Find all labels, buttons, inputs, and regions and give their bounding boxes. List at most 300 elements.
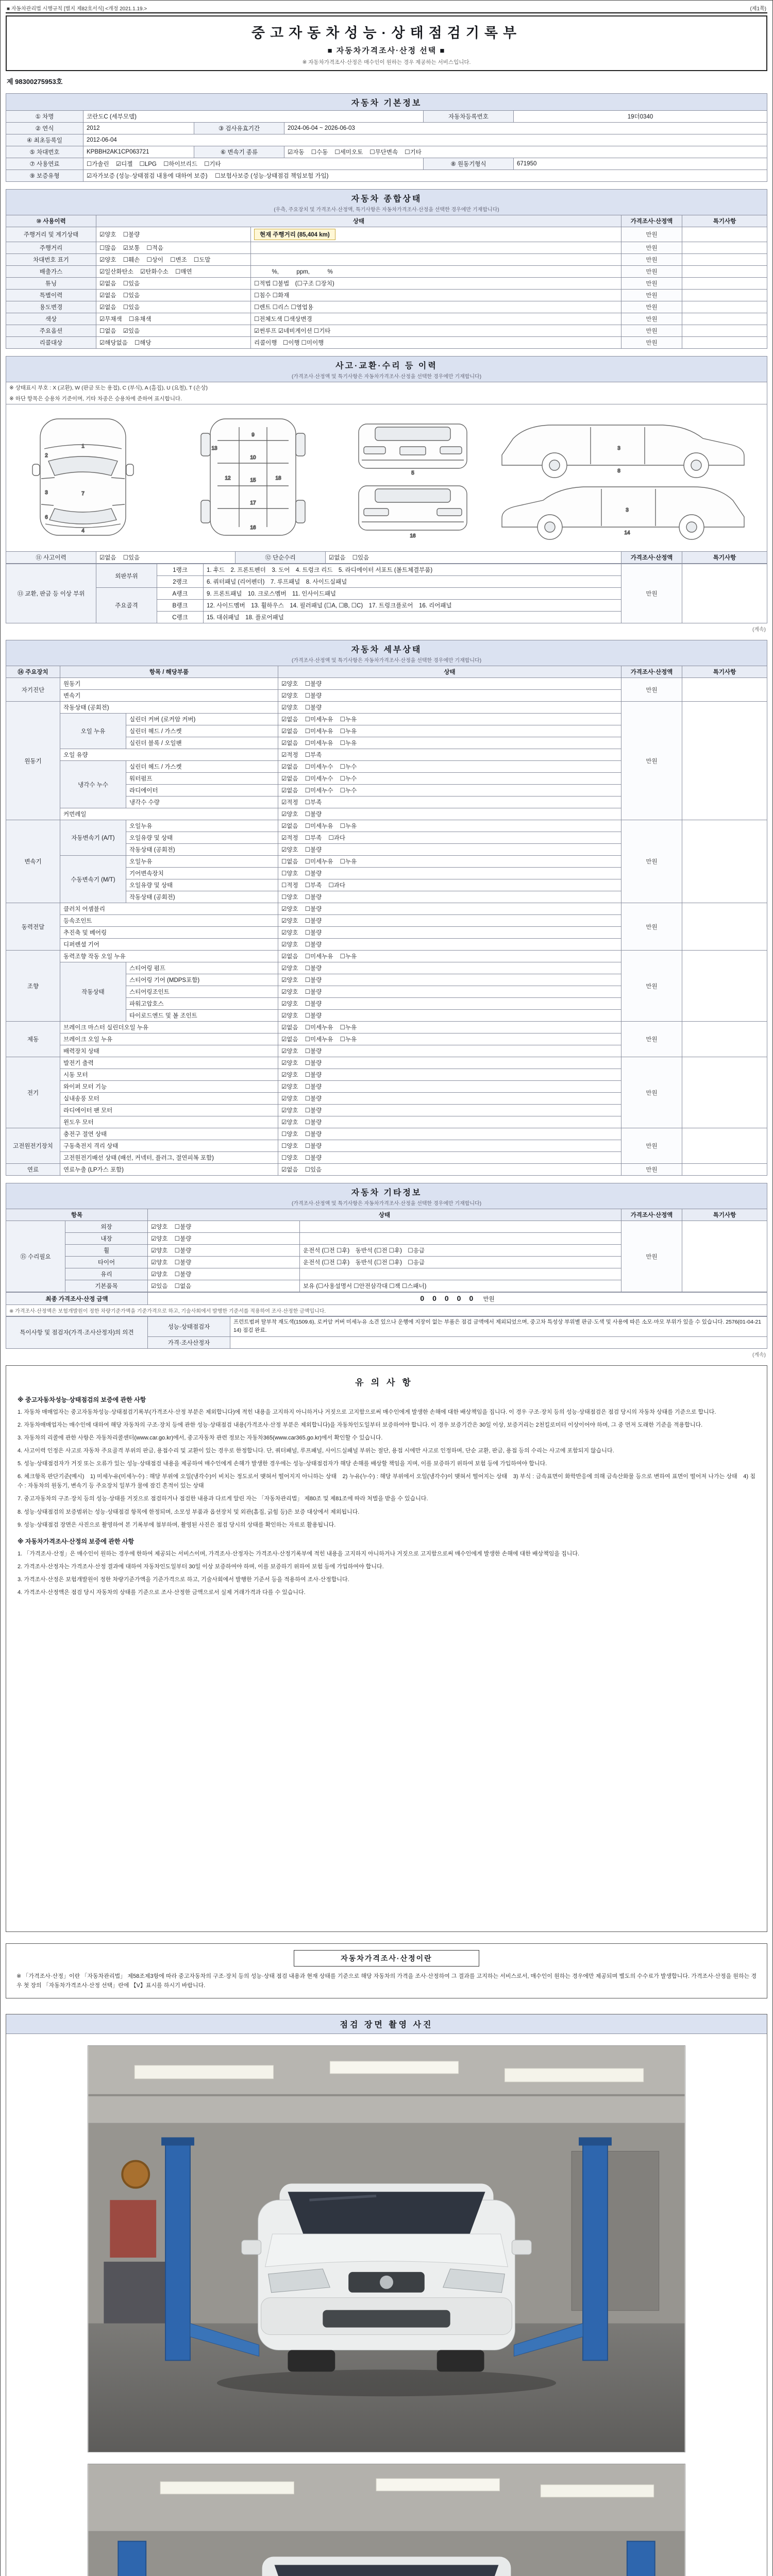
overall-row-status: ☑일산화탄소 ☑탄화수소 ☐매연	[96, 266, 251, 278]
detail-row	[6, 1022, 767, 1033]
overall-row-status: ☑양호 ☐훼손 ☐상이 ☐변조 ☐도말	[96, 254, 251, 266]
etc-item-label: 내장	[65, 1233, 148, 1245]
car-front-rear-diagram	[359, 424, 467, 539]
overall-row-note	[682, 290, 767, 301]
exchange-price: 만원	[621, 564, 682, 623]
detail-item-status: ☑양호 ☐불량	[278, 1105, 621, 1116]
overall-row-price: 만원	[621, 266, 682, 278]
detail-item-label: 오일누유	[126, 820, 278, 832]
table-row	[6, 158, 767, 170]
detail-item-status: ☑양호 ☐불량	[278, 1010, 621, 1022]
car-underbody-diagram	[201, 419, 305, 535]
svg-text:8: 8	[617, 468, 620, 474]
notice-performance-items	[18, 1408, 755, 1530]
rank-label: 2랭크	[157, 576, 204, 588]
detail-item-label: 브레이크 마스터 실린더오일 누유	[60, 1022, 278, 1033]
document-number: 제 98300275953호	[7, 78, 63, 86]
detail-item-label: 작동상태 (공회전)	[126, 891, 278, 903]
detail-item-status: ☑양호 ☐불량	[278, 1081, 621, 1093]
svg-text:4: 4	[81, 528, 85, 534]
detail-item-label: 기어변속장치	[126, 868, 278, 879]
detail-item-status: ☑없음 ☐미세누유 ☐누유	[278, 737, 621, 749]
svg-text:3: 3	[626, 507, 629, 513]
etc-item-status: ☑양호 ☐불량	[148, 1221, 300, 1233]
section-history-subtitle: (가격조사·산정액 및 특기사항은 자동차가격조사·산정을 선택한 경우에만 기재합니다)	[291, 374, 482, 380]
document-note: ※ 자동차가격조사·산정은 매수인이 원하는 경우 제공하는 서비스입니다.	[302, 59, 471, 65]
notice-item: 4. 사고이력 인정은 사고로 자동차 주요골격 부위의 판금, 용접수리 및 교환이 있는 경우로 한정합니다. 단, 쿼터패널, 루프패널, 사이드실패널 부위는 절단, 용접 시에만 사고로 인정하며, 단순 교환, 판금, 용접 등의 수리는 사고에 포함되지 않습니다.	[18, 1447, 614, 1454]
device-column-header: ⑭ 주요장치	[6, 666, 60, 678]
detail-group-note	[682, 903, 767, 951]
transmission-value: ☑자동 ☐수동 ☐세미오토 ☐무단변속 ☐기타	[284, 146, 767, 158]
inspection-period-label: ③ 검사유효기간	[194, 123, 284, 134]
table-row	[6, 123, 767, 134]
device-group-label: 연료	[6, 1164, 60, 1176]
price-appraiser-opinion	[230, 1336, 767, 1348]
detail-item-status: ☐적정 ☐부족 ☐과다	[278, 879, 621, 891]
svg-text:6: 6	[45, 515, 48, 520]
etc-item-label: 타이어	[65, 1257, 148, 1268]
etc-item-status: ☑양호 ☐불량	[148, 1233, 300, 1245]
exchange-panel-table	[6, 564, 767, 623]
overall-row-price: 만원	[621, 254, 682, 266]
continue-note: (계속)	[752, 1352, 766, 1358]
overall-row-label: 주행거리	[6, 242, 96, 254]
state-column-header: 상태	[96, 215, 621, 227]
detail-item-status: ☑양호 ☐불량	[278, 915, 621, 927]
warranty-type-label: ⑨ 보증유형	[6, 170, 83, 182]
exchange-section-label: ⑬ 교환, 판금 등 이상 부위	[6, 564, 96, 623]
etc-item-status: ☑있음 ☐없음	[148, 1280, 300, 1292]
overall-row-note	[682, 242, 767, 254]
car-side-view-diagrams	[502, 425, 744, 539]
overall-row	[6, 254, 767, 266]
detail-item-status: ☑양호 ☐불량	[278, 927, 621, 939]
detailed-condition-table	[6, 666, 767, 1176]
detail-item-label: 발전기 출력	[60, 1057, 278, 1069]
detail-item-label: 작동상태 (공회전)	[126, 844, 278, 856]
overall-row-price: 만원	[621, 278, 682, 290]
inspection-period-value: 2024-06-04 ~ 2026-06-03	[284, 123, 767, 134]
section-detailed-condition	[6, 640, 767, 1176]
overall-row	[6, 313, 767, 325]
price-column-header: 가격조사·산정액	[621, 1209, 682, 1221]
etc-item-label: 유리	[65, 1268, 148, 1280]
detail-item-status: ☑없음 ☐미세누유 ☐누유	[278, 714, 621, 725]
overall-row-label: 용도변경	[6, 301, 96, 313]
rank-items: 9. 프론트패널 10. 크로스멤버 11. 인사이드패널	[204, 588, 621, 600]
svg-text:14: 14	[624, 530, 630, 536]
document-title: 중고자동차성능·상태점검기록부	[251, 25, 522, 41]
etc-item-status: ☑양호 ☐불량	[148, 1268, 300, 1280]
reg-number-label: 자동차등록번호	[424, 111, 514, 123]
notice-title: 유의사항	[355, 1377, 418, 1387]
overall-row-status: ☑없음 ☐있음	[96, 278, 251, 290]
panel-group-label: 주요골격	[96, 588, 157, 623]
overall-row-price: 만원	[621, 313, 682, 325]
notice-pricing-items	[18, 1549, 755, 1598]
notice-item: 1. 「가격조사·산정」은 매수인이 원하는 경우에 한하여 제공되는 서비스이며, 가격조사·산정자는 가격조사·산정기록부에 적힌 내용을 고지하지 아니하거나 거짓으로 고지함으로써 매수인에게 발생한 손해에 대한 배상책임을 집니다.	[18, 1550, 580, 1557]
detail-item-label: 라디에이터	[126, 785, 278, 796]
section-etc-header	[6, 1183, 767, 1209]
detail-item-status: ☑양호 ☐불량	[278, 1093, 621, 1105]
item-column-header: 항목	[6, 1209, 148, 1221]
overall-row-note	[682, 227, 767, 242]
detail-row	[6, 820, 767, 832]
overall-row-price: 만원	[621, 290, 682, 301]
notice-subheading-pricing: ※ 자동차가격조사·산정의 보증에 관한 사항	[18, 1537, 135, 1545]
model-year-label: ② 연식	[6, 123, 83, 134]
diagram-basis-legend: ※ 하단 항목은 승용차 기준이며, 기타 차종은 승용차에 준하여 표시합니다.	[6, 393, 767, 404]
device-subgroup-label: 수동변속기 (M/T)	[60, 856, 126, 903]
overall-row-detail: ☑썬루프 ☑네비게이션 ☐기타	[251, 325, 621, 337]
state-column-header: 상태	[278, 666, 621, 678]
rank-label: A랭크	[157, 588, 204, 600]
etc-item-status: ☑양호 ☐불량	[148, 1257, 300, 1268]
detail-group-note	[682, 1128, 767, 1164]
notice-item: 1. 자동차 매매업자는 중고자동차성능·상태점검기록부(가격조사·산정 부분은 제외합니다)에 적힌 내용을 고지하지 아니하거나 거짓으로 고지함으로써 매수인에게 발생한 손해에 대한 배상책임을 집니다. 이 경우 구조·장치 등의 성능·상태점검은 점검 당시의 자동차 상태를 기준으로 합니다.	[18, 1409, 716, 1415]
svg-text:3: 3	[45, 490, 48, 496]
fuel-value: ☐가솔린 ☑디젤 ☐LPG ☐하이브리드 ☐기타	[83, 158, 424, 170]
section-basic-info	[6, 93, 767, 182]
svg-text:1: 1	[81, 444, 85, 449]
price-column-header: 가격조사·산정액	[621, 215, 682, 227]
etc-item-label: 기본품목	[65, 1280, 148, 1292]
overall-row-label: 리콜대상	[6, 337, 96, 349]
detail-item-label: 커먼레일	[60, 808, 278, 820]
detail-item-status: ☐양호 ☐불량	[278, 1140, 621, 1152]
device-group-label: 조향	[6, 951, 60, 1022]
table-header-row	[6, 666, 767, 678]
vin-value: KPBBH2AK1CP063721	[83, 146, 194, 158]
accident-history-value: ☑없음 ☐있음	[96, 552, 236, 564]
detail-item-label: 추진축 및 베어링	[60, 927, 278, 939]
pricing-explanation-text: ※ 「가격조사·산정」이란 「자동차관리법」 제58조제3항에 따라 중고자동차의 구조·장치 등의 성능·상태 점검 내용과 현재 상태를 기준으로 해당 자동차의 가격을 조사·산정하여 그 결과를 고지하는 서비스로서, 매수인이 원하는 경우에만 제공되며 별도의 수수료가 발생합니다. 가격조사·산정을 원하는 경우 첫 장의 「자동차가격조사·산정 선택」란에 【V】표시를 하시기 바랍니다.	[16, 1973, 757, 1989]
section-etc-title: 자동차 기타정보	[351, 1189, 422, 1197]
overall-row-status: ☑없음 ☐있음	[96, 301, 251, 313]
svg-text:9: 9	[251, 432, 255, 438]
device-subgroup-label: 오일 누유	[60, 714, 126, 749]
overall-condition-table	[6, 215, 767, 349]
etc-group-price: 만원	[621, 1221, 682, 1292]
detail-item-label: 원동기	[60, 678, 278, 690]
overall-row	[6, 301, 767, 313]
detail-item-label: 실내송풍 모터	[60, 1093, 278, 1105]
notice-subheading-performance: ※ 중고자동차성능·상태점검의 보증에 관한 사항	[18, 1396, 146, 1403]
detail-row	[6, 702, 767, 714]
detail-item-label: 동력조향 작동 오일 누유	[60, 951, 278, 962]
price-column-header: 가격조사·산정액	[621, 552, 682, 564]
detail-group-price: 만원	[621, 820, 682, 903]
table-header-row	[6, 215, 767, 227]
etc-item-extra: 운전석 (☐전 ☐후) 동반석 (☐전 ☐후) ☐응급	[300, 1257, 621, 1268]
detail-item-label: 오일유량 및 상태	[126, 832, 278, 844]
detail-item-label: 타이로드엔드 및 볼 조인트	[126, 1010, 278, 1022]
svg-text:16: 16	[410, 533, 416, 539]
detail-item-status: ☑양호 ☐불량	[278, 998, 621, 1010]
device-subgroup-label: 냉각수 누수	[60, 761, 126, 808]
detail-item-status: ☑양호 ☐불량	[278, 939, 621, 951]
section-etc-subtitle: (가격조사·산정액 및 특기사항은 자동차가격조사·산정을 선택한 경우에만 기재합니다)	[291, 1201, 482, 1207]
detail-group-note	[682, 678, 767, 702]
detail-item-label: 라디에이터 팬 모터	[60, 1105, 278, 1116]
etc-item-extra	[300, 1221, 621, 1233]
section-detail-subtitle: (가격조사·산정액 및 특기사항은 자동차가격조사·산정을 선택한 경우에만 기재합니다)	[291, 658, 482, 664]
etc-item-extra: 운전석 (☐전 ☐후) 동반석 (☐전 ☐후) ☐응급	[300, 1245, 621, 1257]
detail-group-price: 만원	[621, 1128, 682, 1164]
overall-row	[6, 337, 767, 349]
detail-item-status: ☑양호 ☐불량	[278, 903, 621, 915]
notice-item: 8. 성능·상태점검의 보증범위는 성능·상태점검 항목에 한정되며, 소모성 부품과 옵션장치 및 외관(흠집, 긁힘 등)은 보증 대상에서 제외됩니다.	[18, 1509, 360, 1515]
device-subgroup-label: 자동변속기 (A/T)	[60, 820, 126, 856]
document-header	[6, 15, 767, 71]
overall-row-status: ☑없음 ☐있음	[96, 290, 251, 301]
first-registration-label: ④ 최초등록일	[6, 134, 83, 146]
overall-row-price: 만원	[621, 337, 682, 349]
section-overall-title: 자동차 종합상태	[351, 195, 422, 204]
detail-item-status: ☐양호 ☐불량	[278, 1152, 621, 1164]
section-overall-condition	[6, 189, 767, 349]
notice-item: 4. 가격조사·산정액은 점검 당시 자동차의 상태를 기준으로 조사·산정한 금액으로서 실제 거래가격과 다를 수 있습니다.	[18, 1589, 306, 1596]
detail-item-label: 브레이크 오일 누유	[60, 1033, 278, 1045]
device-group-label: 제동	[6, 1022, 60, 1057]
inspection-photo-rear	[88, 2464, 685, 2576]
section-history-title: 사고·교환·수리 등 이력	[335, 362, 438, 370]
svg-text:17: 17	[250, 500, 256, 506]
detail-item-label: 오일유량 및 상태	[126, 879, 278, 891]
detail-item-label: 와이퍼 모터 기능	[60, 1081, 278, 1093]
form-reference-line	[6, 4, 767, 13]
etc-item-extra	[300, 1268, 621, 1280]
detail-item-status: ☑양호 ☐불량	[278, 690, 621, 702]
section-overall-header	[6, 189, 767, 215]
accident-history-label: ⑪ 사고이력	[6, 552, 96, 564]
overall-row-note	[682, 325, 767, 337]
detail-group-price: 만원	[621, 678, 682, 702]
rank-items: 1. 후드 2. 프론트펜더 3. 도어 4. 트렁크 리드 5. 라디에이터 서포트 (볼트체결부품)	[204, 564, 621, 576]
overall-row	[6, 278, 767, 290]
table-row	[6, 552, 767, 564]
rank-items: 15. 대쉬패널 18. 플로어패널	[204, 612, 621, 623]
detail-item-status: ☑양호 ☐불량	[278, 844, 621, 856]
detail-item-status: ☑양호 ☐불량	[278, 702, 621, 714]
reg-number-value: 19더0340	[514, 111, 767, 123]
overall-row-price: 만원	[621, 301, 682, 313]
exchange-rank-row	[6, 564, 767, 576]
inspection-photo-front	[88, 2045, 685, 2452]
detail-item-status: ☐양호 ☐불량	[278, 868, 621, 879]
overall-row-status: ☐없음 ☑있음	[96, 325, 251, 337]
detail-item-status: ☑없음 ☐미세누수 ☐누수	[278, 785, 621, 796]
overall-row	[6, 325, 767, 337]
detail-row	[6, 951, 767, 962]
detail-item-status: ☑양호 ☐불량	[278, 1057, 621, 1069]
rank-items: 6. 쿼터패널 (리어펜더) 7. 루프패널 8. 사이드실패널	[204, 576, 621, 588]
device-group-label: 자기진단	[6, 678, 60, 702]
overall-row-detail	[251, 227, 621, 242]
final-price-unit: 만원	[483, 1296, 495, 1302]
engine-type-label: ⑧ 원동기형식	[424, 158, 514, 170]
car-diagram-svg	[8, 408, 763, 547]
document-subtitle: ■ 자동차가격조사·산정 선택 ■	[327, 46, 446, 55]
accident-summary-table	[6, 551, 767, 564]
detail-item-label: 클러치 어셈블리	[60, 903, 278, 915]
overall-row-detail: ☐렌트 ☐리스 ☐영업용	[251, 301, 621, 313]
detail-group-note	[682, 1022, 767, 1057]
detail-group-note	[682, 820, 767, 903]
panel-group-label: 외판부위	[96, 564, 157, 588]
notice-section	[6, 1365, 767, 1932]
detail-item-label: 충전구 절연 상태	[60, 1128, 278, 1140]
overall-row-price: 만원	[621, 242, 682, 254]
detail-item-status: ☑양호 ☐불량	[278, 974, 621, 986]
detail-item-label: 등속조인트	[60, 915, 278, 927]
overall-row-detail: ☐적법 ☐불법 (☐구조 ☐장치)	[251, 278, 621, 290]
overall-row-label: 튜닝	[6, 278, 96, 290]
detail-item-status: ☑없음 ☐미세누수 ☐누수	[278, 761, 621, 773]
overall-row-detail: ☐침수 ☐화재	[251, 290, 621, 301]
section-etc-info	[6, 1183, 767, 1358]
svg-text:18: 18	[275, 476, 281, 481]
detail-item-status: ☑양호 ☐불량	[278, 808, 621, 820]
svg-text:16: 16	[250, 525, 256, 531]
svg-text:2: 2	[45, 453, 48, 459]
inspection-photos-title: 점검 장면 촬영 사진	[6, 2014, 767, 2034]
table-row	[6, 146, 767, 158]
car-name-value: 코란도C (세부모델)	[83, 111, 424, 123]
continue-note: (계속)	[752, 627, 766, 633]
final-price-amount: 00000	[420, 1294, 482, 1302]
rank-label: C랭크	[157, 612, 204, 623]
detail-item-status: ☐양호 ☐불량	[278, 891, 621, 903]
table-row	[6, 1317, 767, 1337]
detail-item-label: 시동 모터	[60, 1069, 278, 1081]
car-name-label: ① 차명	[6, 111, 83, 123]
detail-item-label: 스티어링 펌프	[126, 962, 278, 974]
detail-item-status: ☑양호 ☐불량	[278, 678, 621, 690]
device-group-label: 전기	[6, 1057, 60, 1128]
section-basic-title: 자동차 기본정보	[351, 99, 422, 108]
overall-row-status: ☐많음 ☑보통 ☐적음	[96, 242, 251, 254]
repair-needed-group-label: ⑮ 수리필요	[6, 1221, 65, 1292]
device-subgroup-label: 작동상태	[60, 962, 126, 1022]
section-detail-title: 자동차 세부상태	[351, 646, 422, 654]
state-column-header: 상태	[148, 1209, 621, 1221]
detail-row	[6, 678, 767, 690]
device-group-label: 변속기	[6, 820, 60, 903]
table-row	[6, 134, 767, 146]
detail-item-status: ☐양호 ☐불량	[278, 1128, 621, 1140]
detail-item-status: ☑양호 ☐불량	[278, 1116, 621, 1128]
table-row	[6, 170, 767, 182]
detail-item-label: 디퍼렌셜 기어	[60, 939, 278, 951]
car-top-view-diagram	[32, 419, 133, 535]
overall-row-detail	[251, 242, 621, 254]
note-column-header: 특기사항	[682, 552, 767, 564]
detail-item-label: 변속기	[60, 690, 278, 702]
notice-item: 7. 중고자동차의 구조·장치 등의 성능·상태를 거짓으로 점검하거나 점검한 내용과 다르게 알린 자는 「자동차관리법」 제80조 및 제81조에 따라 처벌을 받을 수 있습니다.	[18, 1496, 428, 1502]
detail-item-status: ☑양호 ☐불량	[278, 1069, 621, 1081]
final-price-table	[6, 1292, 767, 1316]
overall-row-note	[682, 313, 767, 325]
table-row	[6, 111, 767, 123]
detail-item-status: ☑없음 ☐미세누유 ☐누유	[278, 725, 621, 737]
detail-item-status: ☐없음 ☐미세누유 ☐누유	[278, 856, 621, 868]
overall-row-note	[682, 254, 767, 266]
detail-item-label: 실린더 헤드 / 가스켓	[126, 761, 278, 773]
detail-item-label: 실린더 커버 (로커암 커버)	[126, 714, 278, 725]
overall-row-detail: 리콜이행 ☐이행 ☐미이행	[251, 337, 621, 349]
section-overall-subtitle: (우측, 주요장치 및 가격조사·산정액, 특기사항은 자동차가격조사·산정을 선택한 경우에만 기재합니다)	[274, 207, 499, 213]
notice-item: 2. 가격조사·산정자는 가격조사·산정 결과에 대하여 자동차인도일부터 30일 이상 보증하여야 하며, 이를 보증하기 위하여 보험 등에 가입하여야 합니다.	[18, 1564, 384, 1570]
etc-item-label: 외장	[65, 1221, 148, 1233]
overall-row-detail	[251, 254, 621, 266]
overall-row	[6, 227, 767, 242]
svg-text:15: 15	[250, 478, 256, 483]
detail-group-note	[682, 1057, 767, 1128]
overall-row-price: 만원	[621, 325, 682, 337]
svg-text:3: 3	[617, 446, 620, 451]
overall-row-status: ☑무채색 ☐유채색	[96, 313, 251, 325]
section-basic-header	[6, 93, 767, 110]
detail-item-status: ☑없음 ☐미세누유 ☐누유	[278, 1033, 621, 1045]
overall-row-label: 차대번호 표기	[6, 254, 96, 266]
item-column-header: 항목 / 해당부품	[60, 666, 278, 678]
detail-row	[6, 1128, 767, 1140]
final-price-label: 최종 가격조사·산정 금액	[6, 1293, 148, 1305]
overall-row-status: ☑양호 ☐불량	[96, 227, 251, 242]
notice-item: 6. 체크항목 판단기준(예시) 1) 미세누유(미세누수) : 해당 부위에 오일(냉각수)이 비치는 정도로서 맺혀서 떨어지지 아니하는 상태 2) 누유(누수) : 해당 부위에서 오일(냉각수)이 맺혀서 떨어지는 상태 3) 부식 : 금속표면이 화학반응에 의해 금속산화물 등으로 변하여 표면이 떨어져 나가는 상태 4) 침수 : 자동차의 원동기, 변속기 등 주요장치 일부가 물에 잠긴 흔적이 있는 상태	[18, 1473, 755, 1489]
overall-row-note	[682, 266, 767, 278]
detail-item-label: 파워고압호스	[126, 998, 278, 1010]
overall-row-label: 색상	[6, 313, 96, 325]
etc-item-extra: 보유 (☐사용설명서 ☐안전삼각대 ☐잭 ☐스패너)	[300, 1280, 621, 1292]
detail-row	[6, 903, 767, 915]
final-price-value	[148, 1293, 767, 1305]
fuel-label: ⑦ 사용연료	[6, 158, 83, 170]
svg-text:10: 10	[250, 455, 256, 461]
basic-info-table	[6, 110, 767, 182]
inspection-photos-section	[6, 2014, 767, 2576]
detail-row	[6, 1057, 767, 1069]
detail-group-note	[682, 1164, 767, 1176]
detail-item-status: ☑적정 ☐부족	[278, 749, 621, 761]
detail-item-status: ☑양호 ☐불량	[278, 962, 621, 974]
opinion-label: 특이사항 및 점검자(가격·조사산정자)의 의견	[6, 1317, 148, 1349]
overall-row-label: 특별이력	[6, 290, 96, 301]
price-basis-note: ※ 가격조사·산정액은 보험개발원이 정한 차량기준가액을 기준가격으로 하고, 기술사회에서 발행한 기준서를 적용하여 조사·산정한 금액입니다.	[6, 1305, 767, 1316]
note-column-header: 특기사항	[682, 215, 767, 227]
etc-group-note	[682, 1221, 767, 1292]
overall-row-status: ☑해당없음 ☐해당	[96, 337, 251, 349]
detail-group-price: 만원	[621, 903, 682, 951]
section-detail-header	[6, 640, 767, 666]
detail-item-status: ☑없음 ☐미세누유 ☐누유	[278, 1022, 621, 1033]
detail-row	[6, 1164, 767, 1176]
detail-group-note	[682, 702, 767, 820]
detail-group-price: 만원	[621, 1057, 682, 1128]
overall-row-note	[682, 278, 767, 290]
overall-row	[6, 242, 767, 254]
notice-item: 9. 성능·상태점검 장면은 사진으로 촬영하여 본 기록부에 첨부하며, 촬영된 사진은 점검 당시의 상태를 확인하는 자료로 활용됩니다.	[18, 1521, 336, 1528]
detail-item-status: ☑없음 ☐미세누유 ☐누유	[278, 820, 621, 832]
detail-item-status: ☑적정 ☐부족 ☐과다	[278, 832, 621, 844]
detail-item-label: 워터펌프	[126, 773, 278, 785]
note-column-header: 특기사항	[682, 1209, 767, 1221]
performance-inspector-opinion: 프런트범퍼 탈부착 재도색(1509.6), 로커암 커버 미세누유 소견 있으나 운행에 지장이 없는 부품은 점검 금액에서 제외되었으며, 중고차 특성상 부위별 판금·도색 및 사용에 따른 소모·마모 부위가 있을 수 있습니다. 2576(01-04-2114) 점검 완료.	[230, 1317, 767, 1337]
device-group-label: 동력전달	[6, 903, 60, 951]
page-number: (제1쪽)	[750, 6, 766, 12]
performance-inspector-label: 성능·상태점검자	[148, 1317, 230, 1337]
